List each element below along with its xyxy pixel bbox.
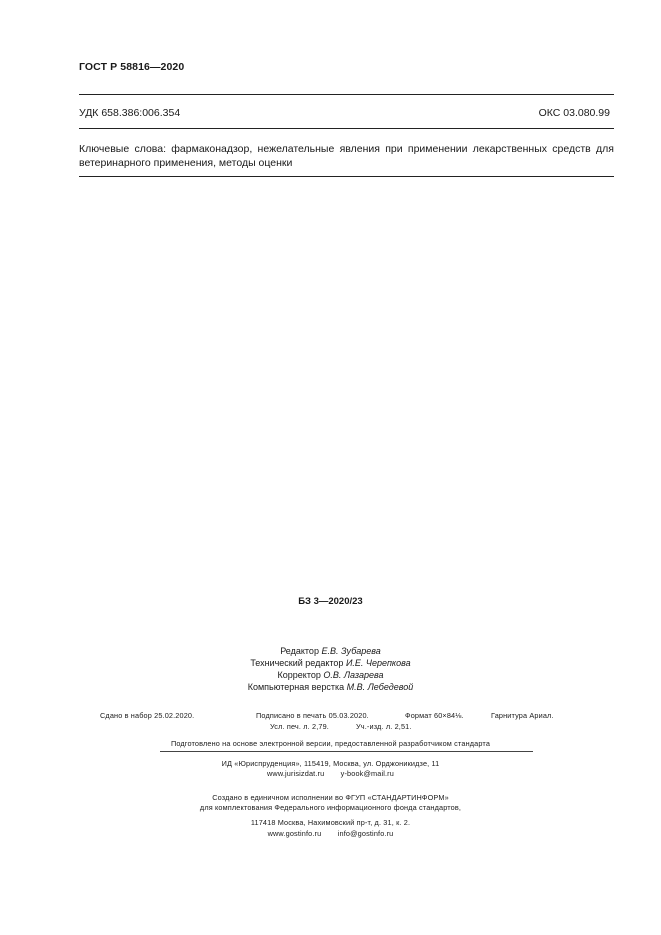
- staff-name: Е.В. Зубарева: [321, 646, 381, 656]
- udk-code: УДК 658.386:006.354: [79, 107, 181, 119]
- standartinform-address: 117418 Москва, Нахимовский пр-т, д. 31, к. 2.: [250, 818, 411, 827]
- header-divider: [79, 94, 614, 95]
- keywords-divider: [79, 176, 614, 177]
- typeface: Гарнитура Ариал.: [491, 711, 554, 720]
- oks-code: ОКС 03.080.99: [538, 107, 610, 119]
- imprint-divider: [160, 751, 533, 752]
- gostinfo-email-link[interactable]: info@gostinfo.ru: [337, 829, 394, 838]
- staff-role: Корректор: [277, 670, 321, 680]
- staff-editor: [0, 646, 661, 656]
- standard-number: ГОСТ Р 58816—2020: [79, 61, 185, 73]
- publisher-email-link[interactable]: y-book@mail.ru: [340, 769, 394, 778]
- created-note-line1: Создано в единичном исполнении во ФГУП «СТАНДАРТИНФОРМ»: [212, 793, 449, 802]
- classification-divider: [79, 128, 614, 129]
- publisher-site-link[interactable]: www.jurisizdat.ru: [267, 769, 325, 778]
- publisher-address: ИД «Юриспруденция», 115419, Москва, ул. Орджоникидзе, 11: [221, 759, 440, 768]
- submitted-date: Сдано в набор 25.02.2020.: [100, 711, 195, 720]
- staff-name: О.В. Лазарева: [323, 670, 384, 680]
- paper-format: Формат 60×84⅛.: [405, 711, 464, 720]
- staff-role: Технический редактор: [250, 658, 344, 668]
- print-sheets: Усл. печ. л. 2,79.: [270, 722, 329, 731]
- standartinform-contacts: [0, 829, 661, 838]
- staff-role: Редактор: [280, 646, 319, 656]
- staff-name: И.Е. Черепкова: [345, 658, 411, 668]
- staff-role: Компьютерная верстка: [247, 682, 345, 692]
- signed-date: Подписано в печать 05.03.2020.: [256, 711, 369, 720]
- publishing-sheets: Уч.-изд. л. 2,51.: [356, 722, 412, 731]
- publisher-contacts: [0, 769, 661, 778]
- gostinfo-site-link[interactable]: www.gostinfo.ru: [267, 829, 322, 838]
- prepared-note: Подготовлено на основе электронной версии, предоставленной разработчиком стандарта: [170, 739, 491, 748]
- keywords: Ключевые слова: фармаконадзор, нежелательные явления при применении лекарственных средств для ветеринарного применения, методы оценки: [79, 143, 614, 169]
- staff-name: М.В. Лебедевой: [346, 682, 414, 692]
- created-note-line2: для комплектования Федерального информационного фонда стандартов,: [199, 803, 462, 812]
- staff-tech-editor: [0, 658, 661, 668]
- bz-number: БЗ 3—2020/23: [298, 596, 363, 607]
- staff-layout: [0, 682, 661, 692]
- staff-corrector: [0, 670, 661, 680]
